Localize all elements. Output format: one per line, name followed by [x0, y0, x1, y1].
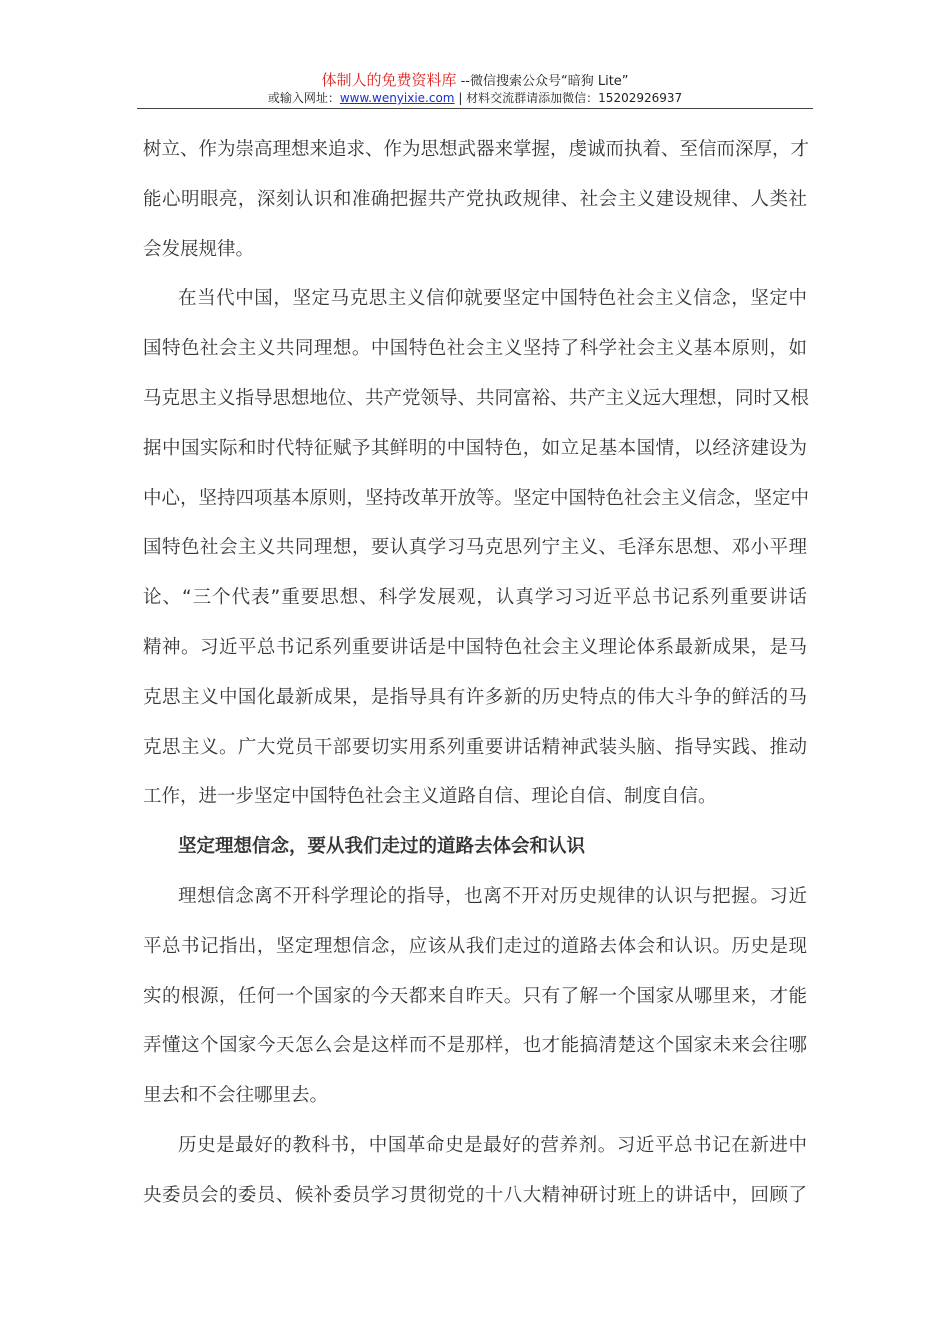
paragraph-line: 历史是最好的教科书，中国革命史是最好的营养剂。习近平总书记在新进中 — [178, 1134, 807, 1156]
contact-text: | 材料交流群请添加微信：15202926937 — [454, 91, 683, 105]
section-heading: 坚定理想信念，要从我们走过的道路去体会和认识 — [178, 836, 586, 858]
document-body — [143, 135, 810, 1231]
brand-title: 体制人的免费资料库 — [321, 71, 457, 89]
paragraph-line: 弄懂这个国家今天怎么会是这样而不是那样，也才能搞清楚这个国家未来会往哪 — [143, 1035, 807, 1057]
header-divider — [137, 108, 813, 109]
page-header — [0, 72, 950, 106]
paragraph-line: 克思主义中国化最新成果，是指导具有许多新的历史特点的伟大斗争的鲜活的马 — [143, 686, 807, 708]
paragraph-line: 里去和不会往哪里去。 — [143, 1085, 329, 1107]
paragraph-line: 平总书记指出，坚定理想信念，应该从我们走过的道路去体会和认识。历史是现 — [143, 935, 807, 957]
paragraph-line: 会发展规律。 — [143, 238, 255, 260]
url-prefix: 或输入网址： — [267, 91, 340, 105]
brand-suffix: --微信搜索公众号“暗狗 Lite” — [456, 74, 629, 89]
paragraph-line: 央委员会的委员、候补委员学习贯彻党的十八大精神研讨班上的讲话中，回顾了 — [143, 1184, 807, 1206]
paragraph-line: 精神。习近平总书记系列重要讲话是中国特色社会主义理论体系最新成果，是马 — [143, 636, 807, 658]
paragraph-line: 克思主义。广大党员干部要切实用系列重要讲话精神武装头脑、指导实践、推动 — [143, 736, 807, 758]
paragraph-line: 在当代中国，坚定马克思主义信仰就要坚定中国特色社会主义信念，坚定中 — [178, 288, 807, 310]
paragraph-line: 马克思主义指导思想地位、共产党领导、共同富裕、共产主义远大理想，同时又根 — [143, 387, 810, 409]
paragraph-line: 中心，坚持四项基本原则，坚持改革开放等。坚定中国特色社会主义信念，坚定中 — [143, 487, 810, 509]
paragraph-line: 理想信念离不开科学理论的指导，也离不开对历史规律的认识与把握。习近 — [178, 885, 807, 907]
paragraph-line: 树立、作为崇高理想来追求、作为思想武器来掌握，虔诚而执着、至信而深厚，才 — [143, 139, 810, 160]
website-link[interactable]: www.wenyixie.com — [339, 91, 455, 105]
paragraph-line: 论、“三个代表”重要思想、科学发展观，认真学习习近平总书记系列重要讲话 — [143, 587, 807, 609]
paragraph-line: 据中国实际和时代特征赋予其鲜明的中国特色，如立足基本国情，以经济建设为 — [143, 437, 807, 459]
paragraph-line: 能心明眼亮，深刻认识和准确把握共产党执政规律、社会主义建设规律、人类社 — [143, 188, 807, 210]
paragraph-line: 国特色社会主义共同理想，要认真学习马克思列宁主义、毛泽东思想、邓小平理 — [143, 537, 807, 559]
paragraph-line: 工作，进一步坚定中国特色社会主义道路自信、理论自信、制度自信。 — [143, 786, 717, 808]
paragraph-line: 国特色社会主义共同理想。中国特色社会主义坚持了科学社会主义基本原则，如 — [143, 338, 807, 360]
paragraph-line: 实的根源，任何一个国家的今天都来自昨天。只有了解一个国家从哪里来，才能 — [143, 985, 807, 1007]
